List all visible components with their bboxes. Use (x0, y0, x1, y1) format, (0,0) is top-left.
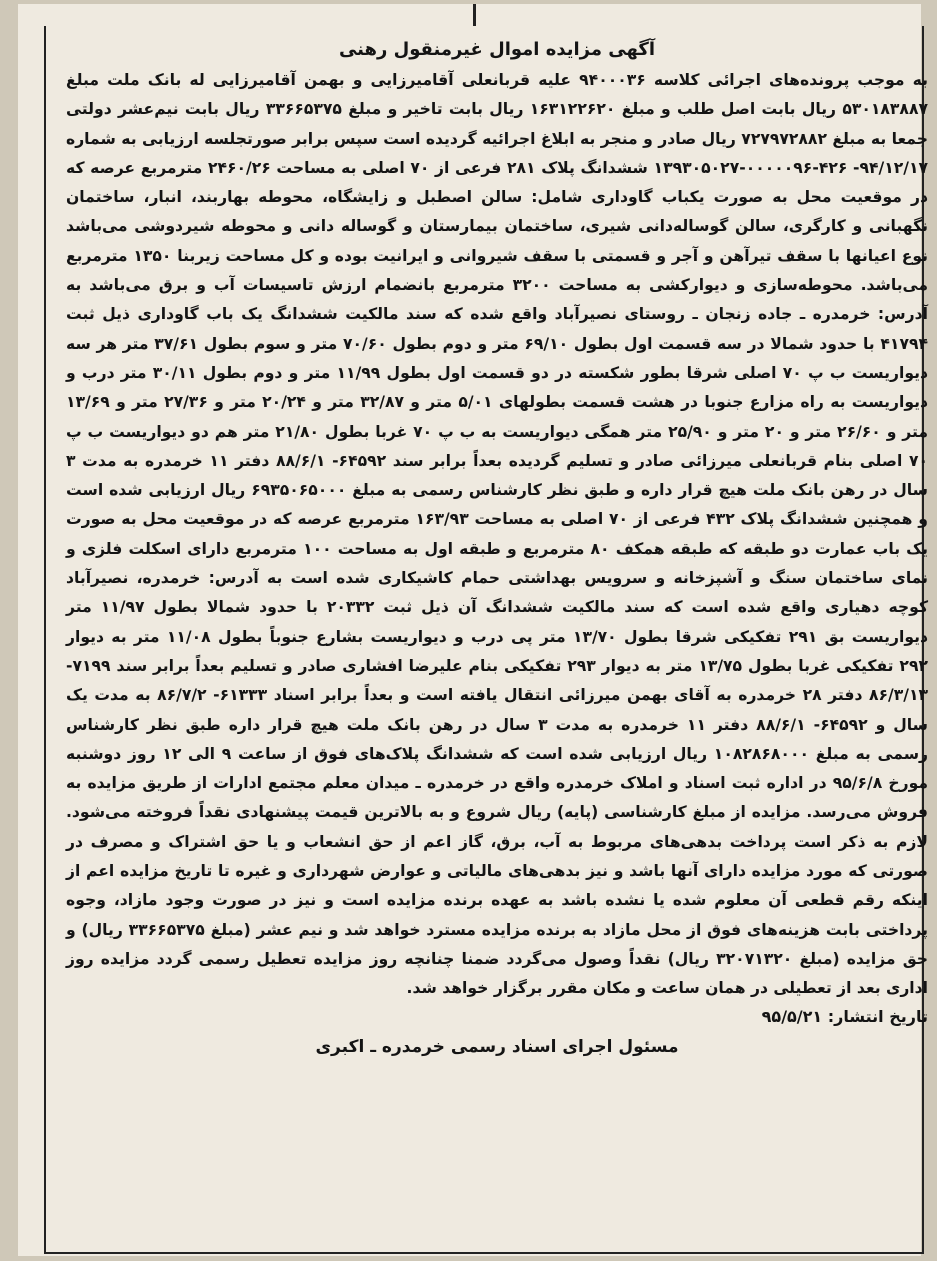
publish-date: تاریخ انتشار: ۹۵/۵/۲۱ (761, 1006, 928, 1026)
newspaper-clipping (18, 4, 929, 1256)
ad-title: آگهی مزایده اموال غیرمنقول رهنی (338, 39, 656, 60)
ad-body (66, 66, 928, 1004)
top-border-mark (473, 4, 476, 26)
ad-content (66, 36, 928, 1062)
signature-line: مسئول اجرای اسناد رسمی خرمدره ـ اکبری (315, 1036, 679, 1057)
ad-body-paragraph: به موجب پرونده‌های اجرائی کلاسه ۹۴۰۰۰۳۶ علیه قربانعلی آقامیرزایی و بهمن آقامیرزایی له بانک ملت مبلغ ۵۳۰۱۸۳۸۸۷ ریال بابت اصل طلب و مبلغ ۱۶۳۱۲۲۶۲۰ ریال بابت تاخیر و مبلغ ۳۳۶۶۵۳۷۵ ریال بابت نیم‌عشر دولتی جمعا به مبلغ ۷۲۷۹۷۲۸۸۲ ریال صادر و منجر به ابلاغ اجرائیه گردیده است سپس برابر صورتجلسه ارزیابی به شماره ۹۴/۱۲/۱۷- ۴۲۶-۰۰۰۰۰۹۶-۱۳۹۳۰۵۰۲۷ ششدانگ پلاک ۲۸۱ فرعی از ۷۰ اصلی به مساحت ۲۴۶۰/۲۶ مترمربع عرصه که در موقعیت محل به صورت یکباب گاوداری شامل: سالن اصطبل و زایشگاه، محوطه بهاربند، انبار، ساختمان نگهبانی و کارگری، سالن گوساله‌دانی شیری، ساختمان بیمارستان و گوساله دانی و محوطه شیردوشی می‌باشد نوع اعیانها با سقف تیرآهن و آجر و قسمتی با سقف شیروانی و ایرانیت بوده و کل مساحت زیربنا ۱۳۵۰ مترمربع می‌باشد. محوطه‌سازی و دیوارکشی به مساحت ۳۲۰۰ مترمربع بانضمام ارزش تاسیسات آب و برق می‌باشد به آدرس: خرمدره ـ جاده زنجان ـ روستای نصیرآباد واقع شده که سند مالکیت ششدانگ یک باب گاوداری ذیل ثبت ۴۱۷۹۴ با حدود شمالا در سه قسمت اول بطول ۶۹/۱۰ متر و دوم بطول ۷۰/۶۰ متر و سوم بطول ۳۷/۶۱ متر هر سه دیواریست ب پ ۷۰ اصلی شرقا بطور شکسته در دو قسمت اول بطول ۱۱/۹۹ متر و دوم بطول ۳۰/۱۱ متر درب و دیواریست به راه مزارع جنوبا در هشت قسمت بطولهای ۵/۰۱ متر و ۳۲/۸۷ متر و ۲۰/۲۴ متر و ۲۷/۳۶ متر و ۱۳/۶۹ متر و ۲۶/۶۰ متر و ۲۰ متر و ۲۵/۹۰ متر همگی دیواریست به ب پ ۷۰ غربا بطول ۲۱/۸۰ متر هم دو دیواریست ب پ ۷۰ اصلی بنام قربانعلی میرزائی صادر و تسلیم گردیده بعداً برابر سند ۶۴۵۹۲- ۸۸/۶/۱ دفتر ۱۱ خرمدره به مدت ۳ سال در رهن بانک ملت هیچ قرار داره و طبق نظر کارشناس رسمی به مبلغ ۶۹۳۵۰۶۵۰۰۰ ریال ارزیابی شده است و همچنین ششدانگ پلاک ۴۳۲ فرعی از ۷۰ اصلی به مساحت ۱۶۳/۹۳ مترمربع عرصه که در موقعیت محل به صورت یک باب عمارت دو طبقه که طبقه همکف ۸۰ مترمربع و طبقه اول به مساحت ۱۰۰ مترمربع دارای اسکلت فلزی و نمای ساختمان سنگ و آشپزخانه و سرویس بهداشتی حمام کاشیکاری شده است به آدرس: خرمدره، نصیرآباد کوچه دهیاری واقع شده است که سند مالکیت ششدانگ آن ذیل ثبت ۲۰۳۳۲ با حدود شمالا بطول ۱۱/۹۷ متر دیواریست بق ۲۹۱ تفکیکی شرقا بطول ۱۳/۷۰ متر پی درب و دیواریست بشارع جنوباً بطول ۱۱/۰۸ متر به دیوار ۲۹۲ تفکیکی غربا بطول ۱۳/۷۵ متر به دیوار ۲۹۳ تفکیکی بنام علیرضا افشاری صادر و تسلیم بعداً برابر سند ۷۱۹۹- ۸۶/۳/۱۳ دفتر ۲۸ خرمدره به آقای بهمن میرزائی انتقال یافته است و بعداً برابر اسناد ۶۱۳۳۳- ۸۶/۷/۲ به مدت یک سال و ۶۴۵۹۲- ۸۸/۶/۱ دفتر ۱۱ خرمدره به مدت ۳ سال در رهن بانک ملت هیچ قرار داره طبق نظر کارشناس رسمی به مبلغ ۱۰۸۲۸۶۸۰۰۰ ریال ارزیابی شده است که ششدانگ پلاک‌های فوق از ساعت ۹ الی ۱۲ روز دوشنبه مورخ ۹۵/۶/۸ در اداره ثبت اسناد و املاک خرمدره واقع در خرمدره ـ میدان معلم مجتمع ادارات از طریق مزایده به فروش می‌رسد. مزایده از مبلغ کارشناسی (پایه) ریال شروع و به بالاترین قیمت پیشنهادی نقداً فروخته می‌شود. لازم به ذکر است پرداخت بدهی‌های مربوط به آب، برق، گاز اعم از حق انشعاب و یا حق اشتراک و مصرف در صورتی که مورد مزایده دارای آنها باشد و نیز بدهی‌های مالیاتی و عوارض شهرداری و غیره تا تاریخ مزایده اعم از اینکه رقم قطعی آن معلوم شده یا نشده باشد به عهده برنده مزایده است و نیز در صورت وجود مازاد، وجوه پرداختی بابت هزینه‌های فوق از محل مازاد به برنده مزایده مسترد خواهد شد و نیم عشر (مبلغ ۳۳۶۶۵۳۷۵ ریال) و حق مزایده (مبلغ ۳۲۰۷۱۳۲۰ ریال) نقداً وصول می‌گردد ضمنا چنانچه روز مزایده تعطیل رسمی گردد مزایده روز اداری بعد از تعطیلی در همان ساعت و مکان مقرر برگزار خواهد شد. (66, 71, 929, 998)
